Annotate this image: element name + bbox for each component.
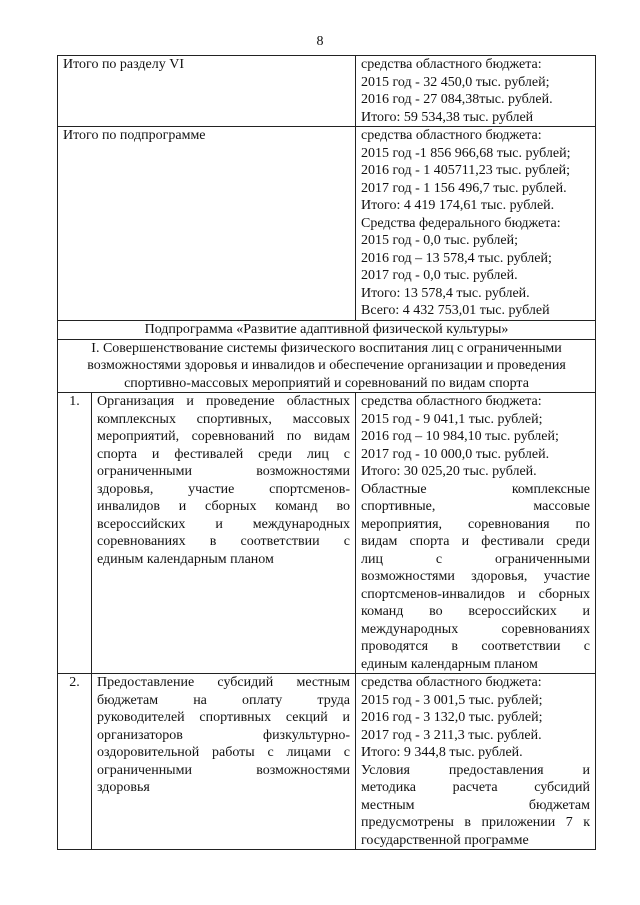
- description-line: ограниченными возможностями: [97, 464, 350, 479]
- section6-label: Итого по разделу VI: [58, 56, 356, 127]
- funding-line: международных соревнованиях: [361, 621, 590, 637]
- item-number: 1.: [58, 393, 92, 674]
- description-line: мероприятий, соревнований по видам: [97, 429, 350, 444]
- description-line: ограниченными возможностями: [97, 762, 350, 778]
- funding-line: 2015 год - 32 450,0 тыс. рублей;: [361, 74, 550, 90]
- funding-line: Итого: 4 419 174,61 тыс. рублей.: [361, 198, 555, 213]
- funding-line: местным бюджетам: [361, 797, 590, 813]
- funding-line: 2016 год - 27 084,38тыс. рублей.: [361, 92, 553, 107]
- funding-line: 2015 год - 0,0 тыс. рублей;: [361, 233, 519, 248]
- page-number: 8: [316, 34, 324, 49]
- description-line: единым календарным планом: [97, 551, 274, 567]
- budget-table: [57, 55, 596, 850]
- funding-line: Областные комплексные: [361, 481, 590, 497]
- funding-line: средства областного бюджета:: [361, 57, 542, 72]
- section1-heading-line: возможностями здоровья и инвалидов и обеспечение организации и проведения: [87, 358, 566, 373]
- funding-line: 2017 год - 10 000,0 тыс. рублей.: [361, 446, 550, 462]
- funding-line: Всего: 4 432 753,01 тыс. рублей: [361, 303, 550, 318]
- description-line: всероссийских и международных: [97, 516, 350, 532]
- funding-line: видам спорта и фестивали среди: [361, 534, 590, 549]
- funding-line: Средства федерального бюджета:: [361, 215, 561, 231]
- funding-line: мероприятия, соревнования по: [361, 516, 590, 532]
- funding-line: Итого: 9 344,8 тыс. рублей.: [361, 745, 523, 760]
- funding-line: команд во всероссийских и: [361, 604, 590, 619]
- section1-heading-line: спортивно-массовых мероприятий и соревнований по видам спорта: [124, 375, 529, 391]
- section1-heading: [58, 339, 596, 393]
- funding-line: предусмотрены в приложении 7 к: [361, 815, 590, 830]
- funding-line: единым календарным планом: [361, 656, 538, 672]
- funding-line: средства областного бюджета:: [361, 394, 542, 409]
- funding-line: возможностями здоровья, участие: [361, 569, 590, 584]
- funding-line: 2017 год - 3 211,3 тыс. рублей.: [361, 727, 542, 743]
- funding-line: 2016 год - 1 405711,23 тыс. рублей;: [361, 163, 570, 178]
- subprogram-heading: Подпрограмма «Развитие адаптивной физической культуры»: [58, 321, 596, 340]
- funding-line: спортивные, массовые: [361, 499, 590, 514]
- item-row-2: [58, 674, 596, 850]
- subprogram-heading-row: [58, 321, 596, 340]
- item-description: [92, 674, 356, 850]
- description-line: комплексных спортивных, массовых: [97, 411, 350, 427]
- funding-line: Итого: 13 578,4 тыс. рублей.: [361, 285, 530, 301]
- funding-line: средства областного бюджета:: [361, 675, 542, 690]
- funding-line: спортсменов-инвалидов и сборных: [361, 586, 590, 602]
- description-line: спорта и фестивалей среди лиц с: [97, 446, 350, 462]
- funding-line: Условия предоставления и: [361, 762, 590, 778]
- description-line: бюджетам на оплату труда: [97, 692, 350, 708]
- section6-funding: [356, 56, 596, 127]
- description-line: Организация и проведение областных: [97, 394, 350, 409]
- funding-line: 2015 год - 3 001,5 тыс. рублей;: [361, 692, 543, 708]
- item-row-1: [58, 393, 596, 674]
- description-line: организаторов физкультурно-: [97, 727, 350, 743]
- item-funding: [356, 393, 596, 674]
- funding-line: 2015 год - 9 041,1 тыс. рублей;: [361, 411, 543, 427]
- funding-line: проводятся в соответствии с: [361, 639, 590, 654]
- subprogram-total-label: Итого по подпрограмме: [58, 127, 356, 321]
- description-line: оздоровительной работы с лицами с: [97, 745, 350, 760]
- funding-line: лиц с ограниченными: [361, 551, 590, 567]
- section1-heading-line: I. Совершенствование системы физического воспитания лиц с ограниченными: [91, 340, 562, 356]
- description-line: инвалидов и сборных команд во: [97, 499, 350, 514]
- funding-line: 2015 год -1 856 966,68 тыс. рублей;: [361, 145, 571, 161]
- description-line: здоровья: [97, 780, 150, 795]
- item-number: 2.: [58, 674, 92, 850]
- funding-line: 2017 год - 1 156 496,7 тыс. рублей.: [361, 180, 567, 196]
- description-line: руководителей спортивных секций и: [97, 710, 350, 725]
- item-description: [92, 393, 356, 674]
- funding-line: государственной программе: [361, 832, 529, 848]
- item-funding: [356, 674, 596, 850]
- subprogram-total-row: [58, 127, 596, 321]
- funding-line: 2017 год - 0,0 тыс. рублей.: [361, 268, 518, 283]
- funding-line: методика расчета субсидий: [361, 780, 590, 795]
- section6-total-row: [58, 56, 596, 127]
- funding-line: Итого: 59 534,38 тыс. рублей: [361, 109, 534, 125]
- funding-line: Итого: 30 025,20 тыс. рублей.: [361, 464, 537, 479]
- description-line: Предоставление субсидий местным: [97, 675, 350, 690]
- funding-line: 2016 год – 13 578,4 тыс. рублей;: [361, 250, 552, 266]
- description-line: здоровья, участие спортсменов-: [97, 481, 350, 497]
- funding-line: средства областного бюджета:: [361, 128, 542, 143]
- funding-line: 2016 год - 3 132,0 тыс. рублей;: [361, 710, 543, 725]
- description-line: соревнованиях в соответствии с: [97, 534, 350, 549]
- subprogram-total-funding: [356, 127, 596, 321]
- funding-line: 2016 год – 10 984,10 тыс. рублей;: [361, 429, 559, 444]
- section1-heading-row: [58, 339, 596, 393]
